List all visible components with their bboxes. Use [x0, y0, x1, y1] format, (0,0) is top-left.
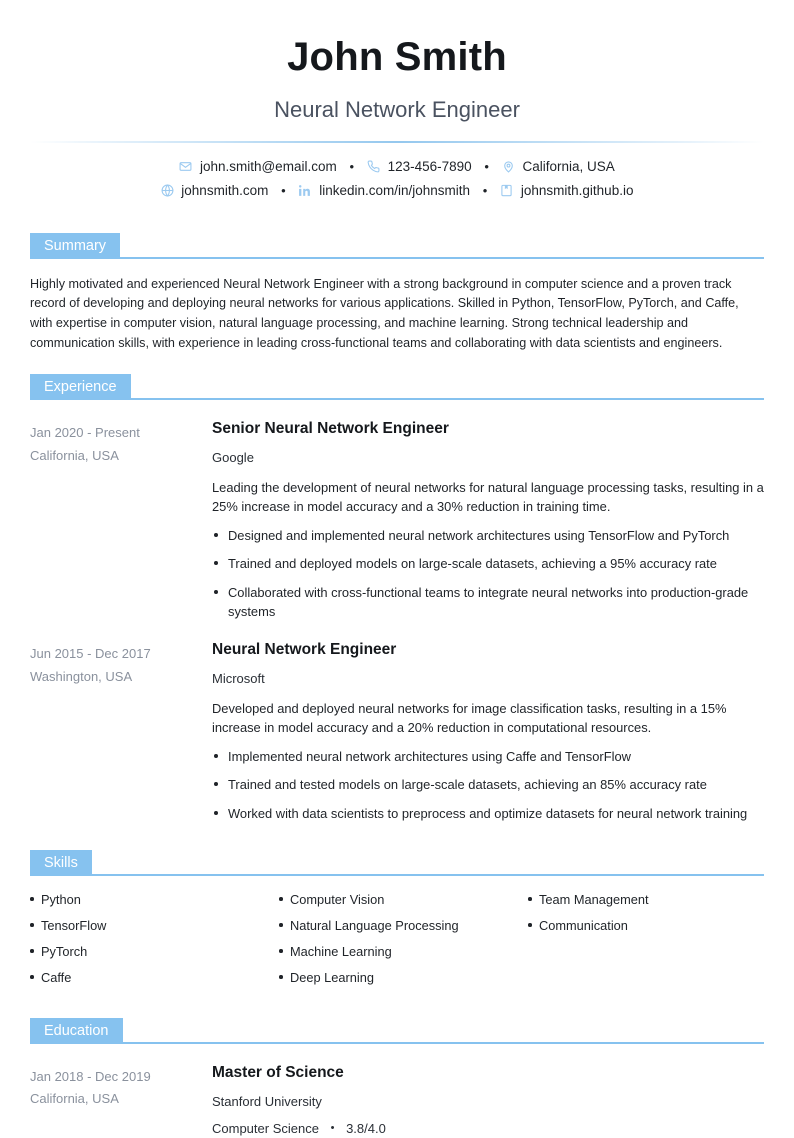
contact-separator: • — [281, 182, 286, 198]
contact-location — [502, 155, 615, 178]
skill-item: Computer Vision — [279, 890, 528, 910]
github-book-icon — [500, 184, 513, 197]
skill-item: Caffe — [30, 968, 279, 988]
experience-entry-meta — [30, 641, 212, 823]
experience-dates: Jun 2015 - Dec 2017 — [30, 646, 151, 662]
education-section — [30, 1018, 764, 1138]
globe-icon — [161, 184, 174, 197]
skills-section — [30, 850, 764, 994]
contact-separator: • — [349, 158, 355, 174]
experience-dates: Jan 2020 - Present — [30, 425, 140, 441]
header-divider — [30, 141, 764, 143]
contact-phone-text: 123-456-7890 — [387, 159, 472, 175]
skills-list — [528, 890, 777, 936]
section-rule — [30, 1042, 764, 1044]
skills-list — [30, 890, 279, 988]
experience-section — [30, 374, 764, 823]
location-pin-icon — [502, 160, 515, 173]
experience-location: Washington, USA — [30, 668, 133, 684]
experience-job-title: Neural Network Engineer — [212, 641, 397, 659]
experience-bullet: Implemented neural network architectures using Caffe and TensorFlow — [212, 747, 764, 766]
skill-item: Team Management — [528, 890, 777, 910]
education-entry-body — [212, 1064, 764, 1138]
linkedin-icon — [298, 184, 311, 197]
resume-header — [30, 0, 764, 203]
contact-phone[interactable] — [367, 155, 472, 178]
contact-email[interactable] — [179, 155, 337, 178]
section-rule — [30, 398, 764, 400]
contact-linkedin[interactable] — [298, 179, 470, 202]
experience-company: Google — [212, 449, 254, 465]
skill-item: Deep Learning — [279, 968, 528, 988]
skills-column — [279, 890, 528, 994]
skill-item: Python — [30, 890, 279, 910]
education-entry — [30, 1064, 764, 1138]
education-location: California, USA — [30, 1091, 119, 1107]
skills-list — [279, 890, 528, 988]
section-label-education: Education — [30, 1018, 123, 1044]
experience-entry-body — [212, 420, 764, 621]
section-label-skills: Skills — [30, 850, 92, 876]
contact-line-2 — [30, 179, 764, 203]
skills-column — [30, 890, 279, 994]
experience-bullet: Worked with data scientists to preprocess and optimize datasets for neural network training — [212, 804, 764, 823]
section-header-education — [30, 1018, 764, 1044]
skill-item: Communication — [528, 916, 777, 936]
contact-separator: • — [484, 158, 489, 174]
contact-website[interactable] — [161, 179, 269, 202]
experience-entry-meta — [30, 420, 212, 621]
education-field-and-gpa — [212, 1121, 764, 1138]
contact-location-text: California, USA — [522, 159, 615, 175]
experience-bullet: Trained and tested models on large-scale datasets, achieving an 85% accuracy rate — [212, 775, 764, 794]
summary-text: Highly motivated and experienced Neural Network Engineer with a strong background in computer science and a proven track record of developing and deploying neural networks for various applications. Skilled in Python, TensorFlow, PyTorch, and Caffe, with expertise in computer vision, natural language processing, and machine learning. Strong technical leadership and communication skills, with experience in leading cross-functional teams and collaborating with data scientists and engineers. — [30, 276, 739, 350]
contact-linkedin-text: linkedin.com/in/johnsmith — [319, 183, 471, 199]
phone-icon — [367, 160, 380, 173]
education-gpa: 3.8/4.0 — [346, 1121, 386, 1137]
skill-item: Natural Language Processing — [279, 916, 528, 936]
experience-bullet: Designed and implemented neural network architectures using TensorFlow and PyTorch — [212, 526, 764, 545]
education-degree: Master of Science — [212, 1063, 344, 1081]
section-label-summary: Summary — [30, 233, 120, 259]
experience-description: Developed and deployed neural networks for image classification tasks, resulting in a 15% increase in model accuracy and a 20% reduction in computational resources. — [212, 700, 727, 736]
experience-bullet-list — [212, 747, 764, 823]
contact-separator: • — [482, 182, 488, 198]
section-header-skills — [30, 850, 764, 876]
experience-bullet: Collaborated with cross-functional teams to integrate neural networks into production-grade systems — [212, 583, 764, 622]
education-dates: Jan 2018 - Dec 2019 — [30, 1068, 151, 1084]
candidate-job-title: Neural Network Engineer — [274, 97, 520, 123]
skill-item: Machine Learning — [279, 942, 528, 962]
experience-bullet-list — [212, 526, 764, 621]
skill-item: PyTorch — [30, 942, 279, 962]
experience-description: Leading the development of neural networks for natural language processing tasks, resulting in a 25% increase in model accuracy and a 30% reduction in training time. — [212, 479, 764, 515]
education-field: Computer Science — [212, 1121, 319, 1137]
experience-company: Microsoft — [212, 670, 265, 686]
education-separator: • — [330, 1122, 335, 1135]
contact-email-text: john.smith@email.com — [199, 159, 337, 175]
section-header-summary — [30, 233, 764, 259]
section-rule — [30, 874, 764, 876]
education-entry-meta — [30, 1064, 212, 1138]
experience-entry — [30, 641, 764, 823]
skills-grid — [30, 890, 764, 994]
section-rule — [30, 257, 764, 259]
skills-column — [528, 890, 777, 994]
experience-location: California, USA — [30, 447, 119, 463]
experience-job-title: Senior Neural Network Engineer — [212, 420, 449, 438]
contact-github-text: johnsmith.github.io — [520, 183, 634, 199]
section-header-experience — [30, 374, 764, 400]
section-label-experience: Experience — [30, 374, 131, 400]
contact-line-1 — [30, 155, 764, 179]
contact-website-text: johnsmith.com — [181, 183, 269, 199]
contact-github[interactable] — [500, 179, 633, 202]
contact-block — [30, 155, 764, 203]
experience-entry — [30, 420, 764, 621]
skill-item: TensorFlow — [30, 916, 279, 936]
experience-entry-body — [212, 641, 764, 823]
education-institution: Stanford University — [212, 1093, 322, 1109]
summary-section — [30, 233, 764, 354]
experience-bullet: Trained and deployed models on large-scale datasets, achieving a 95% accuracy rate — [212, 554, 764, 573]
envelope-icon — [179, 160, 192, 173]
candidate-name: John Smith — [287, 35, 507, 79]
